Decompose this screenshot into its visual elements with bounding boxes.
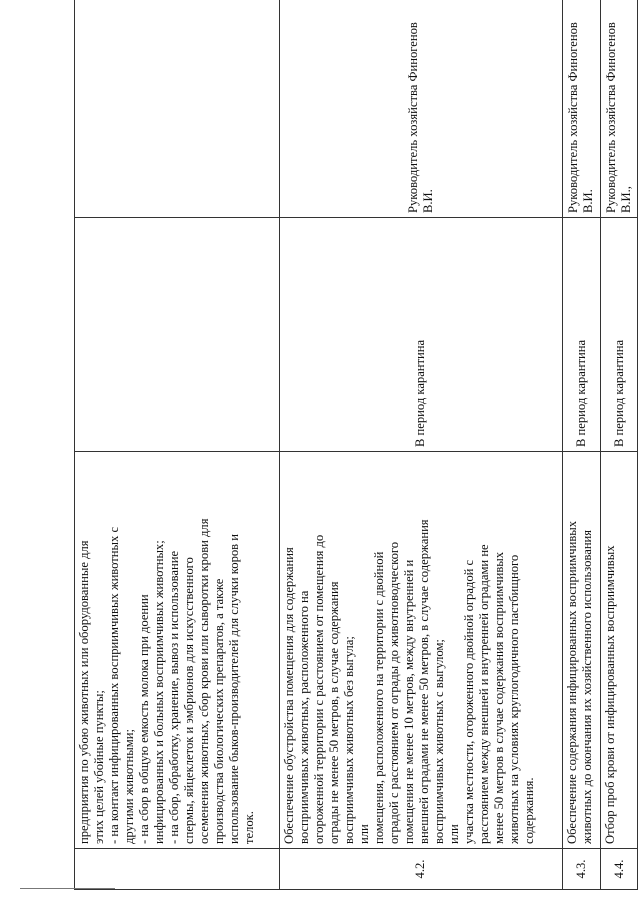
text-line: восприимчивых животных, расположенного на: [296, 590, 311, 844]
responsible-cell: Руководитель хозяйства Финогенов В.И.,: [601, 0, 638, 218]
table-row: [562, 0, 600, 890]
text-line: менее 50 метров в случае содержания восприимчивых: [491, 551, 506, 844]
period-cell: В период карантина: [601, 218, 638, 452]
text-line: восприимчивых животных без выгула;: [341, 636, 356, 844]
text-line: - на сбор, обработку, хранение, вывоз и использование: [167, 550, 181, 844]
period-cell: В период карантина: [279, 218, 562, 452]
text-line: содержания.: [521, 777, 536, 844]
text-line: предприятия по убою животных или оборудованные для: [77, 540, 91, 844]
measure-text: [75, 452, 280, 849]
text-line: восприимчивых животных с выгулом;: [431, 639, 446, 844]
text-line: - на сбор в общую емкость молока при доении: [137, 594, 151, 844]
text-line: оградой с расстоянием от ограды до животноводческого: [386, 541, 401, 844]
text-line: спермы, яйцеклеток и эмбрионов для искусственного: [182, 557, 196, 844]
text-line: расстоянием между внешней и внутренней оградами не: [476, 544, 491, 844]
text-line: Обеспечение содержания инфицированных восприимчивых: [564, 520, 579, 844]
row-number: 4.2.: [279, 849, 562, 890]
quarantine-measures-table: [74, 0, 638, 890]
row-number: 4.3.: [562, 849, 600, 890]
measure-text: [279, 452, 562, 849]
responsible-cell: [75, 0, 280, 218]
text-line: другими животными;: [122, 729, 136, 844]
text-line: - на контакт инфицированных восприимчивых животных с: [107, 526, 121, 844]
text-line: Обеспечение обустройства помещения для содержания: [281, 547, 296, 844]
text-line: внешней оградами не менее 50 метров, в случае содержания: [416, 519, 431, 844]
measure-text: [601, 452, 638, 849]
table-row: [75, 0, 280, 890]
text-line: или: [446, 824, 461, 844]
text-line: животных до окончания их хозяйственного использования: [579, 529, 594, 844]
period-cell: [75, 218, 280, 452]
text-line: участка местности, огороженного двойной оградой с: [461, 559, 476, 844]
text-line: животных на условиях круглогодичного пастбищного: [506, 554, 521, 844]
text-line: этих целей убойные пункты;: [92, 690, 106, 844]
table-row: [601, 0, 638, 890]
rotated-page: [74, 0, 638, 890]
text-line: ограды не менее 50 метров, в случае содержания: [326, 581, 341, 844]
text-line: или: [356, 824, 371, 844]
text-line: огороженной территории с расстоянием от помещения до: [311, 534, 326, 844]
text-line: производства биологических препаратов, а также: [212, 578, 226, 844]
text-line: осеменения животных, сбор крови или сыворотки крови для: [197, 518, 211, 844]
responsible-cell: Руководитель хозяйства Финогенов В.И.: [562, 0, 600, 218]
row-number: 4.4.: [601, 849, 638, 890]
text-line: инфицированных и больных восприимчивых животных;: [152, 540, 166, 844]
text-line: телок.: [242, 811, 256, 844]
text-line: помещения, расположенного на территории с двойной: [371, 551, 386, 844]
period-cell: В период карантина: [562, 218, 600, 452]
text-line: Отбор проб крови от инфицированных восприимчивых: [603, 545, 617, 844]
text-line: помещения не менее 10 метров, между внутренней и: [401, 559, 416, 844]
responsible-cell: Руководитель хозяйства Финогенов В.И.: [279, 0, 562, 218]
row-number: [75, 849, 280, 890]
measure-text: [562, 452, 600, 849]
page-edge-line: [20, 888, 115, 889]
table-row: [279, 0, 562, 890]
text-line: использование быков-производителей для случки коров и: [227, 534, 241, 844]
